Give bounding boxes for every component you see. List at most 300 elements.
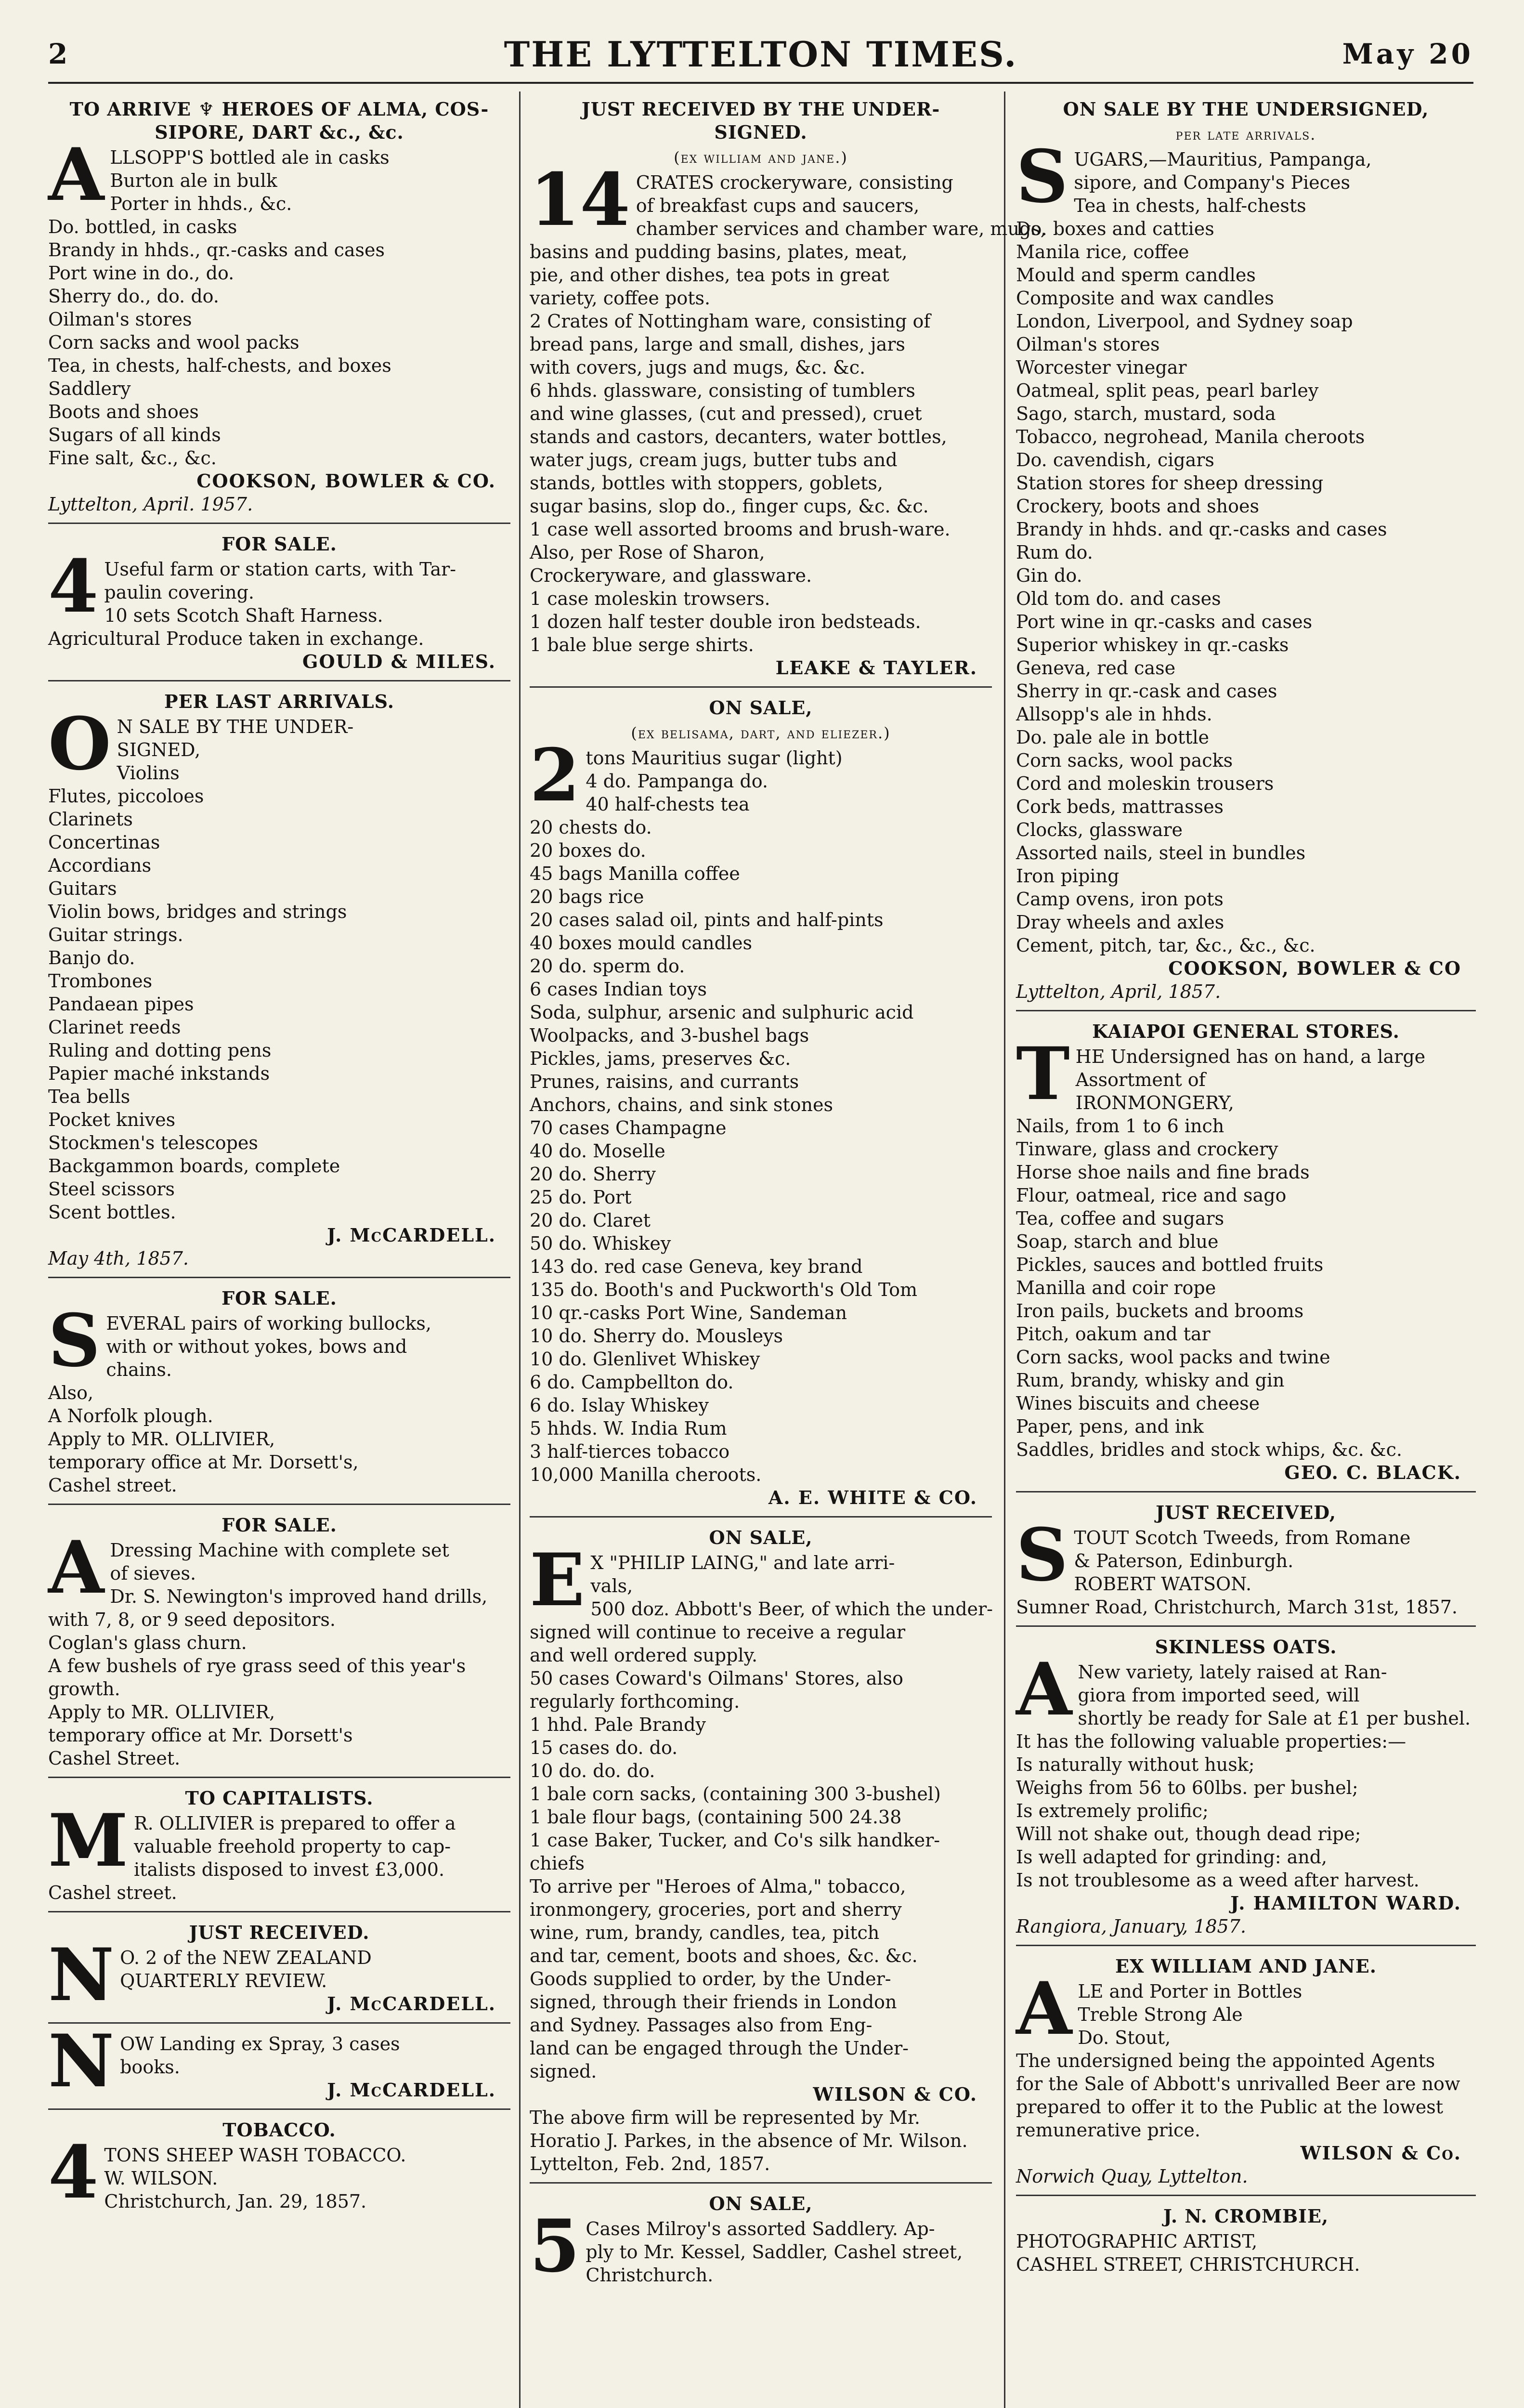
ad-line: chains. [106,1359,172,1380]
ad-heading: ON SALE, [709,697,813,719]
advertisement [48,1917,510,2024]
ad-line: CASHEL STREET, CHRISTCHURCH. [1016,2254,1360,2275]
ad-line: Flutes, piccoloes [48,785,204,807]
ad-line: books. [120,2056,180,2078]
ad-line: temporary office at Mr. Dorsett's [48,1725,353,1746]
ad-line: Crockeryware, and glassware. [530,565,812,586]
ad-line: Paper, pens, and ink [1016,1416,1204,1437]
ad-line: giora from imported seed, will [1078,1685,1360,1706]
ad-line: Pandaean pipes [48,994,194,1015]
ad-line: Oatmeal, split peas, pearl barley [1016,380,1319,401]
newspaper-title: THE LYTTELTON TIMES. [504,34,1018,75]
advertisement [48,1510,510,1778]
ad-line: Oilman's stores [1016,334,1160,355]
ad-heading: J. N. CROMBIE, [1163,2205,1329,2227]
ad-date: Norwich Quay, Lyttelton. [1016,2166,1248,2187]
ad-line: Concertinas [48,832,160,853]
ad-line: for the Sale of Abbott's unrivalled Beer are now [1016,2073,1460,2094]
ad-line: italists disposed to invest £3,000. [134,1859,445,1880]
ad-heading: JUST RECEIVED, [1156,1502,1336,1523]
ad-line: 4 do. Pampanga do. [586,771,769,792]
advertisement [530,693,992,1518]
advertisement [530,1522,992,2184]
ad-line: with 7, 8, or 9 seed depositors. [48,1609,336,1630]
ad-subheading: per late arrivals. [1175,125,1316,144]
column-rule [1004,92,1005,2408]
drop-capital: A [48,132,104,217]
ad-line: wine, rum, brandy, candles, tea, pitch [530,1922,880,1943]
column-3 [1016,94,1476,2408]
ad-line: 1 bale blue serge shirts. [530,634,754,655]
ad-line: Guitars [48,878,117,899]
ad-line: 2 Crates of Nottingham ware, consisting of [530,311,931,332]
ad-line: Boots and shoes [48,401,199,422]
ad-line: 6 do. Campbellton do. [530,1372,734,1393]
ad-heading: SKINLESS OATS. [1155,1636,1337,1658]
drop-capital: S [1016,134,1068,219]
ad-line: Apply to MR. OLLIVIER, [48,1428,275,1450]
ad-line: Worcester vinegar [1016,357,1187,378]
ad-line: 20 cases salad oil, pints and half-pints [530,909,884,930]
drop-capital: A [48,1525,104,1610]
ad-signature: COOKSON, BOWLER & CO [1168,957,1461,979]
ad-line: Dray wheels and axles [1016,912,1224,933]
ad-line: Brandy in hhds. and qr.-casks and cases [1016,519,1387,540]
ad-line: Is not troublesome as a weed after harvest. [1016,1870,1420,1891]
advertisement [1016,1497,1476,1627]
ad-line: 143 do. red case Geneva, key brand [530,1256,863,1277]
ad-line: Christchurch. [586,2264,714,2286]
ad-heading: JUST RECEIVED. [189,1922,370,1943]
ad-line: and wine glasses, (cut and pressed), cruet [530,403,922,424]
ad-line: Tea in chests, half-chests [1074,195,1306,216]
ad-line: Tobacco, negrohead, Manila cheroots [1016,426,1365,447]
ad-line: Steel scissors [48,1178,175,1200]
masthead [48,29,1473,84]
ad-line: Tea bells [48,1086,130,1107]
ad-subheading: (ex william and jane.) [674,148,848,167]
ad-line: Burton ale in bulk [110,170,277,191]
ad-line: New variety, lately raised at Ran- [1078,1662,1387,1683]
ad-line: 10 do. do. do. [530,1760,655,1781]
ad-line: Accordians [48,855,152,876]
ad-line: Horatio J. Parkes, in the absence of Mr. Wilson. [530,2130,968,2151]
ad-date: Rangiora, January, 1857. [1016,1916,1246,1937]
ad-line: land can be engaged through the Under- [530,2038,909,2059]
ad-heading: FOR SALE. [221,533,337,555]
drop-capital: A [1016,1647,1072,1732]
ad-line: Pocket knives [48,1109,176,1130]
ad-heading: FOR SALE. [221,1287,337,1309]
ad-line: Also, [48,1382,94,1403]
ad-line: Saddles, bridles and stock whips, &c. &c. [1016,1439,1402,1460]
ad-line: of breakfast cups and saucers, [636,195,920,216]
ad-line: sipore, and Company's Pieces [1074,172,1350,193]
ad-line: ply to Mr. Kessel, Saddler, Cashel street, [586,2241,963,2263]
ad-line: Soap, starch and blue [1016,1231,1219,1252]
drop-capital: N [48,2019,115,2104]
ad-line: with covers, jugs and mugs, &c. &c. [530,357,866,378]
ad-line: Tea, in chests, half-chests, and boxes [48,355,391,376]
advertisement [1016,1632,1476,1946]
ad-line: Manila rice, coffee [1016,241,1189,262]
ad-line: shortly be ready for Sale at £1 per bushel. [1078,1708,1471,1729]
ad-line: Do. boxes and catties [1016,218,1214,239]
ad-line: regularly forthcoming. [530,1691,740,1712]
ad-line: Tea, coffee and sugars [1016,1208,1224,1229]
ad-line: vals, [590,1575,633,1597]
ad-heading: PER LAST ARRIVALS. [164,691,394,712]
ad-line: 10 sets Scotch Shaft Harness. [104,605,383,626]
ad-line: Cork beds, mattrasses [1016,796,1224,817]
advertisement [1016,2201,1476,2283]
ad-line: 5 hhds. W. India Rum [530,1418,727,1439]
ad-line: Sago, starch, mustard, soda [1016,403,1276,424]
ad-line: Corn sacks, wool packs [1016,750,1233,771]
ad-line: London, Liverpool, and Sydney soap [1016,311,1353,332]
ad-signature: J. McCARDELL. [327,1224,496,1246]
ad-line: Lyttelton, Feb. 2nd, 1857. [530,2153,770,2174]
ad-line: 1 bale flour bags, (containing 500 24.38 [530,1806,902,1828]
ad-line: Papier maché inkstands [48,1063,270,1084]
ad-line: Rum, brandy, whisky and gin [1016,1370,1285,1391]
ad-line: 20 do. Sherry [530,1164,656,1185]
ad-line: Corn sacks, wool packs and twine [1016,1347,1330,1368]
ad-line: 1 dozen half tester double iron bedsteads. [530,611,921,632]
ad-line: W. WILSON. [104,2168,218,2189]
advertisement [48,2115,510,2220]
ad-line: Useful farm or station carts, with Tar- [104,559,456,580]
advertisement [1016,94,1476,1011]
ad-line: 20 bags rice [530,886,644,907]
ad-signature: J. McCARDELL. [327,2079,496,2101]
ad-line: Clarinets [48,809,133,830]
ad-date: Lyttelton, April, 1857. [1016,981,1221,1002]
ad-line: Backgammon boards, complete [48,1155,340,1177]
advertisement [48,1783,510,1912]
ad-line: signed, through their friends in London [530,1991,897,2013]
ad-heading: FOR SALE. [221,1514,337,1536]
drop-capital: N [48,1933,115,2017]
ad-line: 6 hhds. glassware, consisting of tumblers [530,380,915,401]
ad-signature: J. HAMILTON WARD. [1230,1892,1461,1914]
ad-line: stands and castors, decanters, water bottles, [530,426,947,447]
advertisement [1016,1016,1476,1492]
ad-line: Crockery, boots and shoes [1016,496,1259,517]
ad-line: Assorted nails, steel in bundles [1016,842,1306,864]
ad-line: chamber services and chamber ware, mugs, [636,218,1046,239]
ad-line: 6 cases Indian toys [530,979,707,1000]
column-2 [530,94,1046,2408]
ad-line: Mould and sperm candles [1016,264,1256,286]
ad-line: Brandy in hhds., qr.-casks and cases [48,239,385,261]
ad-line: Cashel Street. [48,1748,181,1769]
ad-line: UGARS,—Mauritius, Pampanga, [1074,149,1372,170]
ad-line: Composite and wax candles [1016,288,1274,309]
ad-line: 10 do. Glenlivet Whiskey [530,1348,760,1370]
ad-line: Port wine in do., do. [48,262,234,284]
ad-line: OW Landing ex Spray, 3 cases [120,2033,400,2055]
ad-line: Ruling and dotting pens [48,1040,272,1061]
ad-line: Treble Strong Ale [1078,2004,1243,2025]
ad-line: Tinware, glass and crockery [1016,1139,1278,1160]
ad-line: stands, bottles with stoppers, goblets, [530,472,883,494]
ad-line: chiefs [530,1853,585,1874]
ad-line: 3 half-tierces tobacco [530,1441,730,1462]
ad-line: X "PHILIP LAING," and late arri- [590,1552,895,1573]
ad-line: Goods supplied to order, by the Under- [530,1968,891,1989]
ad-line: SIGNED, [117,739,201,760]
ad-heading: TO ARRIVE ♆ HEROES OF ALMA, COS- SIPORE, DART &c., &c. [69,98,489,143]
column-rule [519,92,521,2408]
ad-signature: WILSON & Co. [1300,2142,1461,2164]
ad-line: Sugars of all kinds [48,424,221,445]
ad-line: Sumner Road, Christchurch, March 31st, 1857. [1016,1597,1458,1618]
ad-line: and Sydney. Passages also from Eng- [530,2015,873,2036]
ad-line: Camp ovens, iron pots [1016,889,1224,910]
ad-line: A few bushels of rye grass seed of this year's [48,1655,466,1676]
ad-heading: JUST RECEIVED BY THE UNDER- SIGNED. [581,98,940,143]
ad-line: sugar basins, slop do., finger cups, &c. &c. [530,496,929,517]
ad-line: Woolpacks, and 3-bushel bags [530,1025,809,1046]
ad-line: Cement, pitch, tar, &c., &c., &c. [1016,935,1316,956]
ad-line: 10 do. Sherry do. Mousleys [530,1325,783,1347]
ad-line: Fine salt, &c., &c. [48,447,217,469]
ad-line: HE Undersigned has on hand, a large [1075,1046,1426,1067]
ad-line: water jugs, cream jugs, butter tubs and [530,449,898,471]
ad-line: QUARTERLY REVIEW. [120,1970,327,1991]
ad-line: 20 do. Claret [530,1210,651,1231]
ad-line: ironmongery, groceries, port and sherry [530,1899,902,1920]
drop-capital: S [48,1298,101,1383]
ad-line: EVERAL pairs of working bullocks, [106,1313,432,1334]
ad-line: 6 do. Islay Whiskey [530,1395,709,1416]
ad-line: Pickles, jams, preserves &c. [530,1048,791,1069]
ad-line: Banjo do. [48,947,135,968]
drop-capital: 4 [48,544,99,629]
ad-line: Do. bottled, in casks [48,216,237,237]
ad-signature: LEAKE & TAYLER. [775,657,977,679]
advertisement [48,2019,510,2110]
advertisement [530,94,1046,688]
ad-line: O. 2 of the NEW ZEALAND [120,1947,372,1968]
ad-signature: J. McCARDELL. [327,1993,496,2015]
ad-line: 50 do. Whiskey [530,1233,671,1254]
ad-signature: COOKSON, BOWLER & CO. [196,470,496,492]
ad-line: Old tom do. and cases [1016,588,1221,609]
ad-line: Do. pale ale in bottle [1016,727,1210,748]
ad-line: IRONMONGERY, [1075,1092,1234,1113]
drop-capital: S [1016,1513,1068,1597]
ad-line: Weighs from 56 to 60lbs. per bushel; [1016,1777,1358,1798]
ad-line: prepared to offer it to the Public at the lowest [1016,2096,1444,2118]
drop-capital: 2 [530,733,580,818]
ad-line: Agricultural Produce taken in exchange. [48,628,424,649]
ad-line: Nails, from 1 to 6 inch [1016,1115,1224,1137]
advertisement [530,2188,992,2293]
ad-line: 1 case Baker, Tucker, and Co's silk handker- [530,1830,940,1851]
ad-line: Iron pails, buckets and brooms [1016,1300,1304,1322]
ad-line: Guitar strings. [48,924,183,945]
ad-line: valuable freehold property to cap- [134,1836,451,1857]
advertisement [1016,1951,1476,2196]
ad-line: tons Mauritius sugar (light) [586,747,843,769]
ad-line: Cord and moleskin trousers [1016,773,1274,794]
ad-line: 1 hhd. Pale Brandy [530,1714,706,1735]
ad-line: Porter in hhds., &c. [110,193,292,214]
ad-line: signed. [530,2061,597,2082]
ad-line: Anchors, chains, and sink stones [530,1094,833,1115]
ad-line: Superior whiskey in qr.-casks [1016,634,1289,655]
ad-line: A Norfolk plough. [48,1405,213,1426]
ad-line: 15 cases do. do. [530,1737,678,1758]
ad-line: Do. Stout, [1078,2027,1171,2048]
ad-line: Violins [117,762,180,784]
ad-line: Flour, oatmeal, rice and sago [1016,1185,1287,1206]
ad-line: Trombones [48,970,153,992]
ad-line: Do. cavendish, cigars [1016,449,1214,471]
ad-line: Sherry in qr.-cask and cases [1016,681,1277,702]
ad-line: Clocks, glassware [1016,819,1183,840]
ad-line: Station stores for sheep dressing [1016,472,1324,494]
ad-line: of sieves. [110,1563,196,1584]
ad-heading: TO CAPITALISTS. [185,1787,374,1809]
ad-line: basins and pudding basins, plates, meat, [530,241,908,262]
ad-line: TONS SHEEP WASH TOBACCO. [104,2145,406,2166]
ad-signature: A. E. WHITE & CO. [768,1487,977,1508]
ad-line: LLSOPP'S bottled ale in casks [110,147,390,168]
drop-capital: A [1016,1966,1072,2051]
ad-line: Saddlery [48,378,131,399]
ad-line: 50 cases Coward's Oilmans' Stores, also [530,1668,903,1689]
ad-line: Soda, sulphur, arsenic and sulphuric acid [530,1002,914,1023]
ad-line: Pickles, sauces and bottled fruits [1016,1254,1324,1275]
ad-line: R. OLLIVIER is prepared to offer a [134,1813,456,1834]
ad-subheading: (ex belisama, dart, and eliezer.) [631,724,891,742]
ad-line: LE and Porter in Bottles [1078,1981,1303,2002]
ad-line: Clarinet reeds [48,1017,181,1038]
ad-line: 20 do. sperm do. [530,955,685,977]
ad-line: Stockmen's telescopes [48,1132,258,1153]
ad-line: ROBERT WATSON. [1074,1573,1252,1595]
ad-line: Gin do. [1016,565,1082,586]
drop-capital: 14 [530,157,630,242]
ad-line: Pitch, oakum and tar [1016,1323,1211,1345]
ad-line: Christchurch, Jan. 29, 1857. [104,2191,367,2212]
ad-line: Cashel street. [48,1882,177,1903]
ad-line: Cashel street. [48,1475,177,1496]
ad-heading: KAIAPOI GENERAL STORES. [1092,1021,1400,1042]
ad-line: Port wine in qr.-casks and cases [1016,611,1313,632]
ad-line: Iron piping [1016,865,1120,887]
ad-line: 1 bale corn sacks, (containing 300 3-bushel) [530,1783,941,1805]
ad-date: May 4th, 1857. [48,1248,189,1269]
ad-line: PHOTOGRAPHIC ARTIST, [1016,2231,1258,2252]
ad-line: Is naturally without husk; [1016,1754,1255,1775]
ad-line: To arrive per "Heroes of Alma," tobacco, [530,1876,906,1897]
ad-line: CRATES crockeryware, consisting [636,172,953,193]
ad-line: Manilla and coir rope [1016,1277,1216,1298]
ad-line: 10,000 Manilla cheroots. [530,1464,762,1485]
drop-capital: 4 [48,2130,99,2215]
ad-line: Wines biscuits and cheese [1016,1393,1260,1414]
ad-line: Horse shoe nails and fine brads [1016,1162,1310,1183]
ad-heading: ON SALE, [709,2193,813,2214]
advertisement [48,686,510,1278]
ad-heading: ON SALE BY THE UNDERSIGNED, [1063,98,1429,120]
ad-line: 1 case well assorted brooms and brush-ware. [530,519,951,540]
ad-line: Also, per Rose of Sharon, [530,542,765,563]
advertisement [48,1283,510,1505]
ad-line: Cases Milroy's assorted Saddlery. Ap- [586,2218,935,2239]
ad-line: Scent bottles. [48,1202,176,1223]
ad-line: and well ordered supply. [530,1645,758,1666]
ad-line: Geneva, red case [1016,657,1176,679]
ad-heading: TOBACCO. [222,2119,336,2141]
ad-signature: WILSON & CO. [813,2083,977,2105]
ad-date: Lyttelton, April. 1957. [48,494,253,515]
ad-signature: GEO. C. BLACK. [1284,1462,1461,1483]
ad-line: Dressing Machine with complete set [110,1540,449,1561]
ad-line: with or without yokes, bows and [106,1336,407,1357]
ad-line: 500 doz. Abbott's Beer, of which the under- [590,1598,993,1620]
drop-capital: T [1016,1032,1070,1116]
ad-line: signed will continue to receive a regular [530,1622,905,1643]
ad-line: 20 boxes do. [530,840,646,861]
ad-line: variety, coffee pots. [530,288,711,309]
advertisement [48,529,510,681]
ad-line: 1 case moleskin trowsers. [530,588,770,609]
column-1 [48,94,510,2408]
drop-capital: 5 [530,2204,580,2289]
ad-line: 135 do. Booth's and Puckworth's Old Tom [530,1279,917,1300]
ad-line: & Paterson, Edinburgh. [1074,1550,1294,1571]
ad-line: 10 qr.-casks Port Wine, Sandeman [530,1302,847,1323]
ad-line: Assortment of [1075,1069,1206,1090]
ad-line: Apply to MR. OLLIVIER, [48,1701,275,1723]
drop-capital: M [48,1798,129,1883]
ad-line: Coglan's glass churn. [48,1632,247,1653]
ad-line: 45 bags Manilla coffee [530,863,740,884]
ad-line: 40 do. Moselle [530,1140,665,1162]
ad-line: The undersigned being the appointed Agents [1016,2050,1435,2071]
ad-line: 25 do. Port [530,1187,632,1208]
page-number: 2 [48,38,68,70]
ad-heading: EX WILLIAM AND JANE. [1115,1955,1377,1977]
ad-line: pie, and other dishes, tea pots in great [530,264,889,286]
issue-date: May 20 [1342,38,1473,70]
ad-line: Will not shake out, though dead ripe; [1016,1823,1361,1845]
ad-line: Allsopp's ale in hhds. [1016,704,1212,725]
ad-line: Prunes, raisins, and currants [530,1071,799,1092]
ad-line: It has the following valuable properties:— [1016,1731,1407,1752]
ad-line: Corn sacks and wool packs [48,332,300,353]
ad-heading: ON SALE, [709,1527,813,1548]
ad-line: The above firm will be represented by Mr. [530,2107,920,2128]
advertisement [48,94,510,524]
ad-line: TOUT Scotch Tweeds, from Romane [1074,1527,1411,1548]
ad-line: Violin bows, bridges and strings [48,901,347,922]
ad-line: 40 boxes mould candles [530,932,752,954]
ad-line: N SALE BY THE UNDER- [117,716,354,737]
ad-line: bread pans, large and small, dishes, jars [530,334,905,355]
ad-line: Dr. S. Newington's improved hand drills, [110,1586,488,1607]
ad-line: temporary office at Mr. Dorsett's, [48,1452,359,1473]
ad-line: 70 cases Champagne [530,1117,727,1139]
ad-line: Is extremely prolific; [1016,1800,1209,1821]
drop-capital: O [48,702,111,786]
ad-line: Rum do. [1016,542,1093,563]
